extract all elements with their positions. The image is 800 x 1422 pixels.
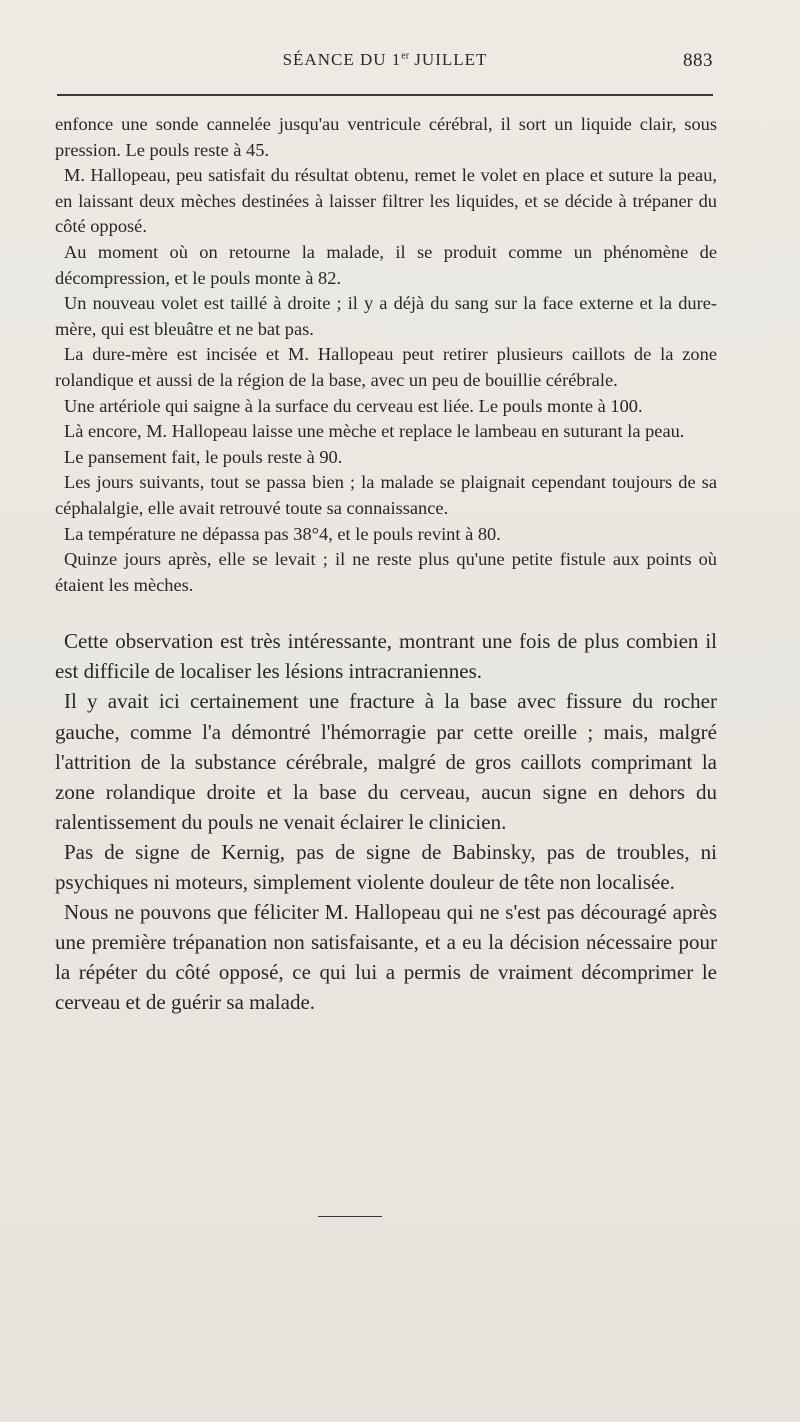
body-text <box>55 112 717 1018</box>
commentary-section <box>55 626 717 1017</box>
page-number: 883 <box>683 50 713 71</box>
case-report-section <box>55 112 717 598</box>
paragraph: Nous ne pouvons que féliciter M. Hallopeau qui ne s'est pas découragé après une première trépanation non satisfaisante, et a eu la décision nécessaire pour la répéter du côté opposé, ce qui lui a permis de vraiment décomprimer le cerveau et de guérir sa malade. <box>55 900 717 1015</box>
paragraph: Pas de signe de Kernig, pas de signe de Babinsky, pas de troubles, ni psychiques ni moteurs, simplement violente douleur de tête non localisée. <box>55 839 717 895</box>
running-title <box>57 50 713 70</box>
section-end-rule <box>318 1216 382 1217</box>
running-title-month: JUILLET <box>409 50 488 69</box>
running-title-superscript: er <box>401 50 410 62</box>
paragraph: Un nouveau volet est taillé à droite ; il y a déjà du sang sur la face externe et la dure-mère, qui est bleuâtre et ne bat pas. <box>55 293 717 339</box>
running-head <box>57 50 713 78</box>
paragraph: Il y avait ici certainement une fracture à la base avec fissure du rocher gauche, comme l'a démontré l'hémorragie par cette oreille ; mais, malgré l'attrition de la substance cérébrale, malgré de gros caillots comprimant la zone rolandique droite et la base du cerveau, aucun signe en dehors du ralentissement du pouls ne venait éclairer le clinicien. <box>55 689 717 834</box>
paragraph: enfonce une sonde cannelée jusqu'au ventricule cérébral, il sort un liquide clair, sous pression. Le pouls reste à 45. <box>55 114 717 160</box>
paragraph: Quinze jours après, elle se levait ; il ne reste plus qu'une petite fistule aux points où étaient les mèches. <box>55 549 717 595</box>
header-rule <box>57 94 713 96</box>
paragraph: M. Hallopeau, peu satisfait du résultat obtenu, remet le volet en place et suture la peau, en laissant deux mèches destinées à laisser filtrer les liquides, et se décide à trépaner du côté opposé. <box>55 165 717 237</box>
paragraph: La température ne dépassa pas 38°4, et le pouls revint à 80. <box>64 523 501 544</box>
paragraph: Une artériole qui saigne à la surface du cerveau est liée. Le pouls monte à 100. <box>64 395 643 416</box>
paragraph: La dure-mère est incisée et M. Hallopeau peut retirer plusieurs caillots de la zone rolandique et aussi de la région de la base, avec un peu de bouillie cérébrale. <box>55 344 717 390</box>
running-title-main: SÉANCE DU 1 <box>282 50 402 69</box>
paragraph: Au moment où on retourne la malade, il se produit comme un phénomène de décompression, et le pouls monte à 82. <box>55 241 717 288</box>
paragraph: Cette observation est très intéressante, montrant une fois de plus combien il est difficile de localiser les lésions intracraniennes. <box>55 629 717 684</box>
paragraph: Là encore, M. Hallopeau laisse une mèche et replace le lambeau en suturant la peau. <box>64 421 685 442</box>
paragraph: Le pansement fait, le pouls reste à 90. <box>64 446 343 467</box>
paragraph: Les jours suivants, tout se passa bien ; la malade se plaignait cependant toujours de sa céphalalgie, elle avait retrouvé toute sa connaissance. <box>55 472 717 518</box>
